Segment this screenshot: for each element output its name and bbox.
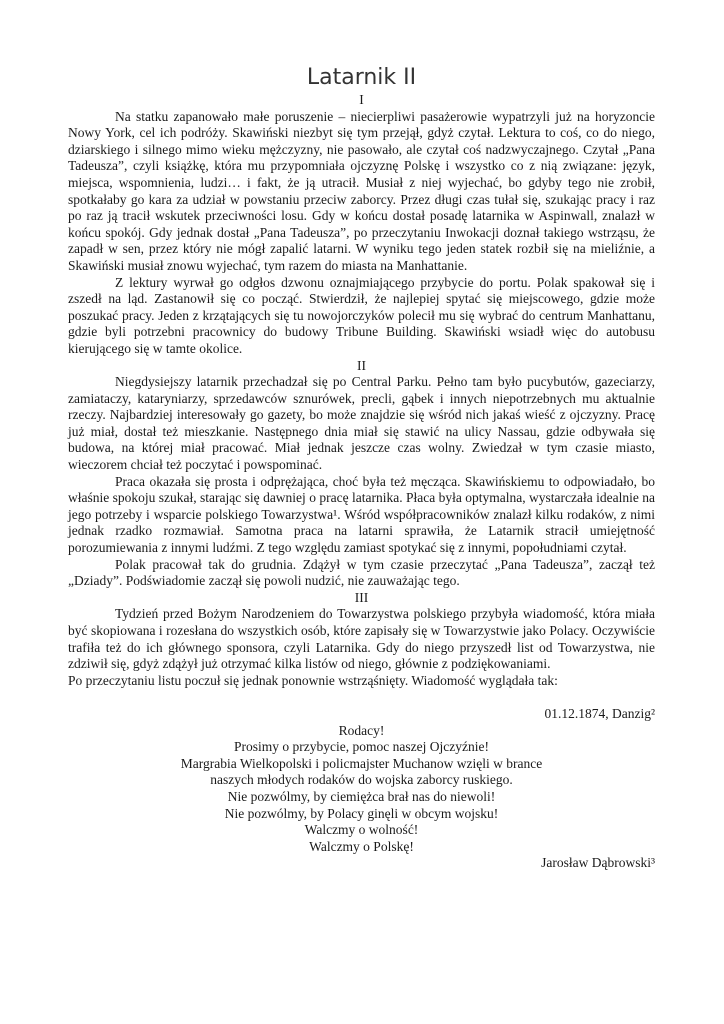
letter-signature: Jarosław Dąbrowski³	[541, 855, 655, 871]
paragraph: Praca okazała się prosta i odprężająca, choć była też męcząca. Skawińskiemu to odpowiadało, bo właśnie spokoju szukał, starając się dawniej o pracę latarnika. Płaca była optymalna, wystarczała idealnie na jego potrzeby i wsparcie polskiego Towarzystwa¹. Wśród współpracowników znalazł kilku rodaków, z nimi jednak rzadko rozmawiał. Samotna praca na latarni sprawiła, że Latarnik stracił umiejętność porozumiewania z innymi ludźmi. Z tego względu zamiast spotykać się z innymi, popołudniami czytał.	[68, 473, 655, 556]
letter-line: Rodacy!	[338, 722, 385, 738]
paragraph: Niegdysiejszy latarnik przechadzał się po Central Parku. Pełno tam było pucybutów, gazeciarzy, zamiataczy, kataryniarzy, sprzedawców sznurówek, precli, gąbek i innych niepotrzebnych mu aktualnie rzeczy. Najbardziej interesowały go gazety, bo może znajdzie się wśród nich jakaś wieść z ojczyzny. Pracę już miał, dostał też mieszkanie. Następnego dnia miał się stawić na ulicy Nassau, gdzie odbywała się budowa, na której miał pracować. Miał jednak jeszcze czas wolny. Zwiedzał w tym czasie miasto, wieczorem chciał też poczytać i powspominać.	[68, 374, 655, 473]
letter	[68, 706, 655, 872]
letter-line: Nie pozwólmy, by ciemiężca brał nas do niewoli!	[227, 788, 496, 804]
letter-line: Margrabia Wielkopolski i policmajster Muchanow wzięli w brance	[180, 755, 543, 771]
letter-line: Walczmy o wolność!	[304, 822, 419, 838]
paragraph: Na statku zapanowało małe poruszenie – niecierpliwi pasażerowie wypatrzyli już na horyzoncie Nowy York, cel ich podróży. Skawiński niezbyt się tym przejął, gdyż czytał. Lektura to coś, co do niego, dziarskiego i silnego mimo wieku mężczyzny, nie pasowało, ale czytał coś nadzwyczajnego. Czytał „Pana Tadeusza”, czyli książkę, która mu przypomniała ojczyznę Polskę i wszystko co z nią związane: język, miejsca, wspomnienia, ludzi… i fakt, że ją utracił. Musiał z niej wyjechać, bo gdyby tego nie zrobił, spotkałaby go kara za udział w powstaniu przeciw zaborcy. Przez długi czas tułał się, szukając pracy i raz po raz ją tracił wskutek przeciwności losu. Gdy w końcu dostał posadę latarnika w Aspinwall, znalazł w końcu spokój. Gdy jednak dostał „Pana Tadeusza”, po przeczytaniu Inwokacji doznał takiego wstrząsu, że zapadł w sen, przez który nie mógł zapalić latarni. W wyniku tego jeden statek rozbił się na mieliźnie, a Skawiński musiał znowu wyjechać, tym razem do miasta na Manhattanie.	[68, 108, 655, 273]
letter-line: naszych młodych rodaków do wojska zaborcy ruskiego.	[210, 772, 513, 788]
paragraph-plain: Po przeczytaniu listu poczuł się jednak ponownie wstrząśnięty. Wiadomość wyglądała tak:	[68, 672, 558, 688]
letter-line: Prosimy o przybycie, pomoc naszej Ojczyźnie!	[234, 739, 489, 755]
letter-line: Walczmy o Polskę!	[309, 838, 414, 854]
paragraph: Tydzień przed Bożym Narodzeniem do Towarzystwa polskiego przybyła wiadomość, która miała być skopiowana i rozesłana do wszystkich osób, które zapisały się w Towarzystwie jako Polacy. Oczywiście trafiła też do ich głównego sponsora, czyli Latarnika. Gdy do niego przyszedł list od Towarzystwa, nie zdziwił się, gdyż zdążył już otrzymać kilka listów od niego, głównie z podziękowaniami.	[68, 606, 655, 672]
document-title: Latarnik II	[306, 65, 417, 90]
blank-line	[68, 689, 655, 706]
letter-line: Nie pozwólmy, by Polacy ginęli w obcym wojsku!	[224, 805, 499, 821]
section-mark-3: III	[354, 589, 369, 605]
paragraph: Z lektury wyrwał go odgłos dzwonu oznajmiającego przybycie do portu. Polak spakował się i zszedł na ląd. Zastanowił się co począć. Stwierdził, że najlepiej spytać się miejscowego, gdzie może poszukać pracy. Jeden z krzątających się tu nowojorczyków polecił mu się wybrać do centrum Manhattanu, gdzie byli potrzebni pracownicy do budowy Tribune Building. Skawiński wsiadł więc do autobusu kierującego się w tamte okolice.	[68, 274, 655, 356]
section-mark-2: II	[357, 357, 366, 373]
letter-date: 01.12.1874, Danzig²	[544, 705, 655, 721]
paragraph: Polak pracował tak do grudnia. Zdążył w tym czasie przeczytać „Pana Tadeusza”, zaczął też „Dziady”. Podświadomie zaczął się powoli nudzić, nie zauważając tego.	[68, 556, 655, 589]
document-page	[68, 64, 655, 872]
section-mark-1: I	[359, 92, 364, 107]
